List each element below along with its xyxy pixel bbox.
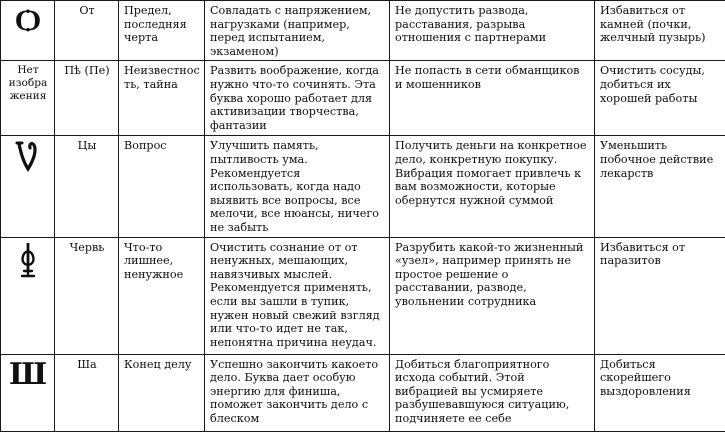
letter-name: Цы bbox=[55, 136, 119, 237]
table-row bbox=[1, 61, 725, 136]
use-mind: Улучшить память, пытливость ума. Рекомендуется использовать, когда надо выявить все вопросы, все мелочи, все нюансы, ничего не забыть bbox=[205, 136, 390, 237]
letter-name: Ша bbox=[55, 354, 119, 431]
symbol-cell: Нет изображения bbox=[1, 61, 55, 136]
letter-meaning: Вопрос bbox=[119, 136, 205, 237]
table-row bbox=[1, 1, 725, 61]
use-mind: Очистить сознание от от ненужных, мешающих, навязчивых мыслей. Рекомендуется применять, если вы зашли в тупик, нужен новый свежий взгляд или что-то идет не так, непонятна причина неудач. bbox=[205, 237, 390, 354]
use-mind: Развить воображение, когда нужно что-то сочинять. Эта буква хорошо работает для активизации творчества, фантазии bbox=[205, 61, 390, 136]
use-health: Очистить сосуды, добиться их хорошей работы bbox=[595, 61, 725, 136]
letter-meaning: Что-то лишнее, ненужное bbox=[119, 237, 205, 354]
use-life: Не попасть в сети обманщиков и мошенников bbox=[390, 61, 595, 136]
use-life: Получить деньги на конкретное дело, конкретную покупку. Вибрация помогает привлечь к вам возможности, которые обернутся нужной суммой bbox=[390, 136, 595, 237]
symbol-cell bbox=[1, 354, 55, 431]
symbol-cell bbox=[1, 237, 55, 354]
sha-letter-icon: Ш bbox=[9, 360, 47, 390]
use-health: Уменьшить побочное действие лекарств bbox=[595, 136, 725, 237]
symbol-cell bbox=[1, 1, 55, 61]
table-row bbox=[1, 136, 725, 237]
tsy-letter-icon bbox=[14, 139, 42, 173]
use-mind: Совладать с напряжением, нагрузками (например, перед испытанием, экзаменом) bbox=[205, 1, 390, 61]
use-health: Добиться скорейшего выздоровления bbox=[595, 354, 725, 431]
letter-name: Пѣ (Пе) bbox=[55, 61, 119, 136]
letter-meaning: Неизвестность, тайна bbox=[119, 61, 205, 136]
use-mind: Успешно закончить какоето дело. Буква дает особую энергию для финиша, поможет закончить дело с блеском bbox=[205, 354, 390, 431]
cherv-letter-icon bbox=[16, 241, 40, 279]
letter-meaning: Предел, последняя черта bbox=[119, 1, 205, 61]
use-health: Избавиться от камней (почки, желчный пузырь) bbox=[595, 1, 725, 61]
letter-meaning: Конец делу bbox=[119, 354, 205, 431]
use-life: Добиться благоприятного исхода событий. Этой вибрацией вы усмиряете разбушевавшуюся ситуацию, подчиняете ее себе bbox=[390, 354, 595, 431]
use-health: Избавиться от паразитов bbox=[595, 237, 725, 354]
ot-letter-icon: Ѻ bbox=[16, 6, 41, 36]
letter-name: Червь bbox=[55, 237, 119, 354]
use-life: Не допустить развода, расставания, разрыва отношения с партнерами bbox=[390, 1, 595, 61]
table-row bbox=[1, 354, 725, 431]
letter-name: От bbox=[55, 1, 119, 61]
table-row bbox=[1, 237, 725, 354]
symbol-cell bbox=[1, 136, 55, 237]
use-life: Разрубить какой-то жизненный «узел», например принять не простое решение о расставании, разводе, увольнении сотрудника bbox=[390, 237, 595, 354]
